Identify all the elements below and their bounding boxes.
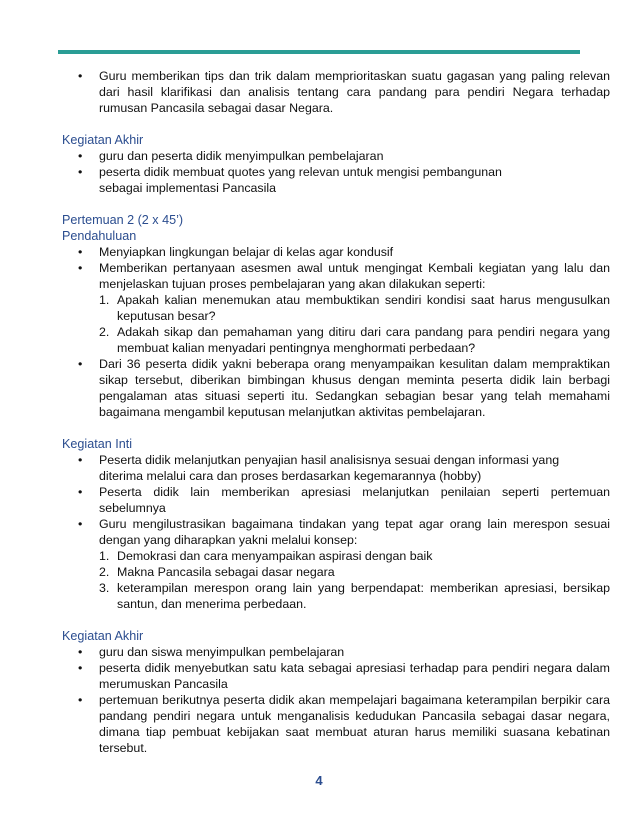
item-number: 1. xyxy=(99,293,110,307)
page-number: 4 xyxy=(315,773,323,788)
list-item-text: Peserta didik melanjutkan penyajian hasil analisisnya sesuai dengan informasi yang xyxy=(99,453,560,467)
numbered-item xyxy=(99,324,610,356)
meeting-heading: Pertemuan 2 (2 x 45’) xyxy=(62,213,184,227)
list-item-text: pertemuan berikutnya peserta didik akan mempelajari bagaimana keterampilan berpikir cara pandang pendiri negara untuk menganalisis kedudukan Pancasila sebagai dasar negara, dimana tiap pembuat kebijakan saat membuat aturan harus memiliki suasana kebatinan tersebut. xyxy=(99,693,610,755)
kegiatan-akhir-list xyxy=(62,148,610,196)
numbered-list xyxy=(99,292,610,356)
top-bullet-list xyxy=(62,68,610,116)
numbered-list xyxy=(99,548,610,612)
section-heading-kegiatan-akhir: Kegiatan Akhir xyxy=(62,133,144,147)
numbered-item-text: keterampilan merespon orang lain yang berpendapat: memberikan apresiasi, bersikap santun, dan menerima perbedaan. xyxy=(117,581,610,611)
item-number: 2. xyxy=(99,565,110,579)
list-item-text: guru dan siswa menyimpulkan pembelajaran xyxy=(99,645,345,659)
list-item-text: Dari 36 peserta didik yakni beberapa orang menyampaikan kesulitan dalam mempraktikan sikap tersebut, diberikan bimbingan khusus dengan meminta peserta didik lain berbagi pengalaman atas situasi seperti itu. Sedangkan sebagian besar yang telah memahami bagaimana mengambil keputusan melanjutkan aktivitas pembelajaran. xyxy=(99,357,610,419)
numbered-item-text: Apakah kalian menemukan atau membuktikan sendiri kondisi saat harus mengusulkan keputusan besar? xyxy=(117,293,610,323)
numbered-item xyxy=(99,564,610,580)
list-item: • Guru memberikan tips dan trik dalam memprioritaskan suatu gagasan yang paling relevan dari hasil klarifikasi dan analisis tentang cara pandang para pendiri Negara terhadap rumusan Pancasila sebagai dasar Negara. xyxy=(78,69,610,115)
list-item-text: Peserta didik lain memberikan apresiasi melanjutkan penilaian seperti pertemuan sebelumnya xyxy=(99,485,610,515)
list-item: • peserta didik membuat quotes yang relevan untuk mengisi pembangunan sebagai implementasi Pancasila xyxy=(78,165,502,195)
numbered-item xyxy=(99,580,610,612)
list-item-text: guru dan peserta didik menyimpulkan pembelajaran xyxy=(99,149,384,163)
numbered-item-text: Makna Pancasila sebagai dasar negara xyxy=(117,565,335,579)
list-item: • Peserta didik melanjutkan penyajian hasil analisisnya sesuai dengan informasi yang diterima melalui cara dan proses berdasarkan kegemarannya (hobby) xyxy=(78,453,560,483)
item-number: 2. xyxy=(99,325,110,339)
list-item: • Guru mengilustrasikan bagaimana tindakan yang tepat agar orang lain merespon sesuai dengan yang diharapkan yakni melalui konsep: 1. Demokrasi dan cara menyampaikan aspirasi dengan baik 2. Makna Pancasila sebagai dasar negara 3. keterampilan merespon orang lain yang berpendapat: memberikan apresiasi, bersikap santun, dan menerima perbedaan. xyxy=(78,517,610,611)
numbered-item-text: Adakah sikap dan pemahaman yang ditiru dari cara pandang para pendiri negara yang membuat kalian menyadari pentingnya menghormati perbedaan? xyxy=(117,325,610,355)
list-item-text: peserta didik membuat quotes yang relevan untuk mengisi pembangunan xyxy=(99,165,502,179)
item-number: 1. xyxy=(99,549,110,563)
kegiatan-inti-list xyxy=(62,452,610,612)
list-item: • guru dan siswa menyimpulkan pembelajaran xyxy=(78,645,345,659)
page-content xyxy=(62,68,610,756)
pendahuluan-list xyxy=(62,244,610,420)
kegiatan-akhir-2-list xyxy=(62,644,610,756)
list-item: • Peserta didik lain memberikan apresiasi melanjutkan penilaian seperti pertemuan sebelumnya xyxy=(78,485,610,515)
list-item: • Dari 36 peserta didik yakni beberapa orang menyampaikan kesulitan dalam mempraktikan sikap tersebut, diberikan bimbingan khusus dengan meminta peserta didik lain berbagi pengalaman atas situasi seperti itu. Sedangkan sebagian besar yang telah memahami bagaimana mengambil keputusan melanjutkan aktivitas pembelajaran. xyxy=(78,357,610,419)
list-item: • pertemuan berikutnya peserta didik akan mempelajari bagaimana keterampilan berpikir cara pandang pendiri negara untuk menganalisis kedudukan Pancasila sebagai dasar negara, dimana tiap pembuat kebijakan saat membuat aturan harus memiliki suasana kebatinan tersebut. xyxy=(78,693,610,755)
list-item: • Menyiapkan lingkungan belajar di kelas agar kondusif xyxy=(78,245,394,259)
section-heading-kegiatan-inti: Kegiatan Inti xyxy=(62,437,133,451)
list-item: • guru dan peserta didik menyimpulkan pembelajaran xyxy=(78,149,384,163)
list-item-text-cont: sebagai implementasi Pancasila xyxy=(99,181,277,195)
list-item-text: Guru mengilustrasikan bagaimana tindakan yang tepat agar orang lain merespon sesuai dengan yang diharapkan yakni melalui konsep: xyxy=(99,517,610,547)
list-item-text: Memberikan pertanyaan asesmen awal untuk mengingat Kembali kegiatan yang lalu dan menjelaskan tujuan proses pembelajaran yang akan dilakukan seperti: xyxy=(99,261,610,291)
section-heading-kegiatan-akhir-2: Kegiatan Akhir xyxy=(62,629,144,643)
section-heading-pendahuluan: Pendahuluan xyxy=(62,229,137,243)
list-item-text: peserta didik menyebutkan satu kata sebagai apresiasi terhadap para pendiri negara dalam merumuskan Pancasila xyxy=(99,661,610,691)
numbered-item xyxy=(99,292,610,324)
list-item: • peserta didik menyebutkan satu kata sebagai apresiasi terhadap para pendiri negara dalam merumuskan Pancasila xyxy=(78,661,610,691)
list-item-text: Menyiapkan lingkungan belajar di kelas agar kondusif xyxy=(99,245,394,259)
header-rule xyxy=(58,50,580,54)
list-item-text-cont: diterima melalui cara dan proses berdasarkan kegemarannya (hobby) xyxy=(99,469,482,483)
numbered-item xyxy=(99,548,610,564)
list-item-text: Guru memberikan tips dan trik dalam memprioritaskan suatu gagasan yang paling relevan dari hasil klarifikasi dan analisis tentang cara pandang para pendiri Negara terhadap rumusan Pancasila sebagai dasar Negara. xyxy=(99,69,610,115)
list-item: • Memberikan pertanyaan asesmen awal untuk mengingat Kembali kegiatan yang lalu dan menjelaskan tujuan proses pembelajaran yang akan dilakukan seperti: 1. Apakah kalian menemukan atau membuktikan sendiri kondisi saat harus mengusulkan keputusan besar? 2. Adakah sikap dan pemahaman yang ditiru dari cara pandang para pendiri negara yang membuat kalian menyadari pentingnya menghormati perbedaan? xyxy=(78,261,610,355)
item-number: 3. xyxy=(99,581,110,595)
numbered-item-text: Demokrasi dan cara menyampaikan aspirasi dengan baik xyxy=(117,549,433,563)
